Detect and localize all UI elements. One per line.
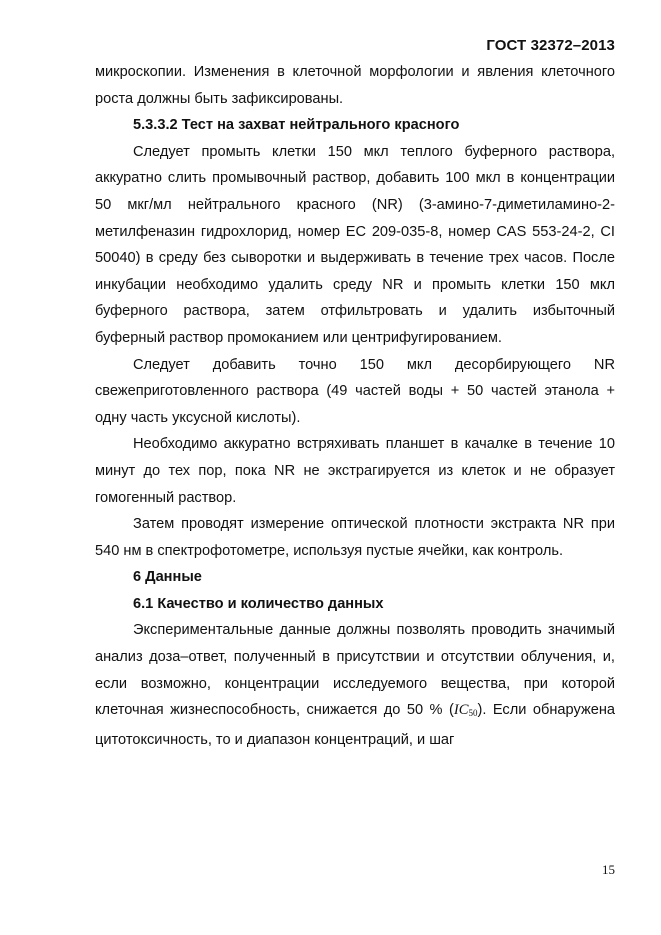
paragraph-shaking: Необходимо аккуратно встряхивать планшет в качалке в течение 10 минут до тех пор, пока NR не экстрагируется из клеток и не образует гомогенный раствор. <box>95 436 615 506</box>
section-heading-5-3-3-2: 5.3.3.2 Тест на захват нейтрального красного <box>133 117 460 134</box>
ic-subscript: 50 <box>468 708 478 719</box>
data-quality-text-start: Экспериментальные данные должны позволять проводить значимый анализ доза–ответ, полученный в присутствии и отсутствии облучения, и, если возможно, концентрации исследуемого вещества, при которой клеточная жизнеспособность, снижается до 50 % ( <box>95 622 615 719</box>
page-number: 15 <box>602 862 615 877</box>
standard-header: ГОСТ 32372–2013 <box>486 37 615 54</box>
data-quality-text-end: ). Если обнаружена цитотоксичность, то и диапазон концентраций, и шаг <box>95 702 615 748</box>
paragraph-nr-procedure: Следует промыть клетки 150 мкл теплого буферного раствора, аккуратно слить промывочный раствор, добавить 100 мкл в концентрации 50 мкг/мл нейтрального красного (NR) (3-амино-7-диметиламино-2-метилфеназин гидрохлорид, номер EC 209-035-8, номер CAS 553-24-2, CI 50040) в среду без сыворотки и выдерживать в течение трех часов. После инкубации необходимо удалить среду NR и промыть клетки 150 мкл буферного раствора, затем отфильтровать и удалить избыточный буферный раствор промоканием или центрифугированием. <box>95 143 615 346</box>
paragraph-desorbing-solution: Следует добавить точно 150 мкл десорбирующего NR свежеприготовленного раствора (49 частей воды + 50 частей этанола + одну часть уксусной кислоты). <box>95 356 615 426</box>
paragraph-data-quality <box>95 617 615 753</box>
ic50-symbol <box>454 702 478 718</box>
ic-label: IC <box>453 702 469 719</box>
page-body <box>95 59 615 753</box>
paragraph-optical-density: Затем проводят измерение оптической плотности экстракта NR при 540 нм в спектрофотометре, используя пустые ячейки, как контроль. <box>95 516 615 559</box>
section-heading-6: 6 Данные <box>133 569 202 586</box>
paragraph-continuation: микроскопии. Изменения в клеточной морфологии и явления клеточного роста должны быть зафиксированы. <box>95 64 615 107</box>
section-heading-6-1: 6.1 Качество и количество данных <box>133 595 384 612</box>
